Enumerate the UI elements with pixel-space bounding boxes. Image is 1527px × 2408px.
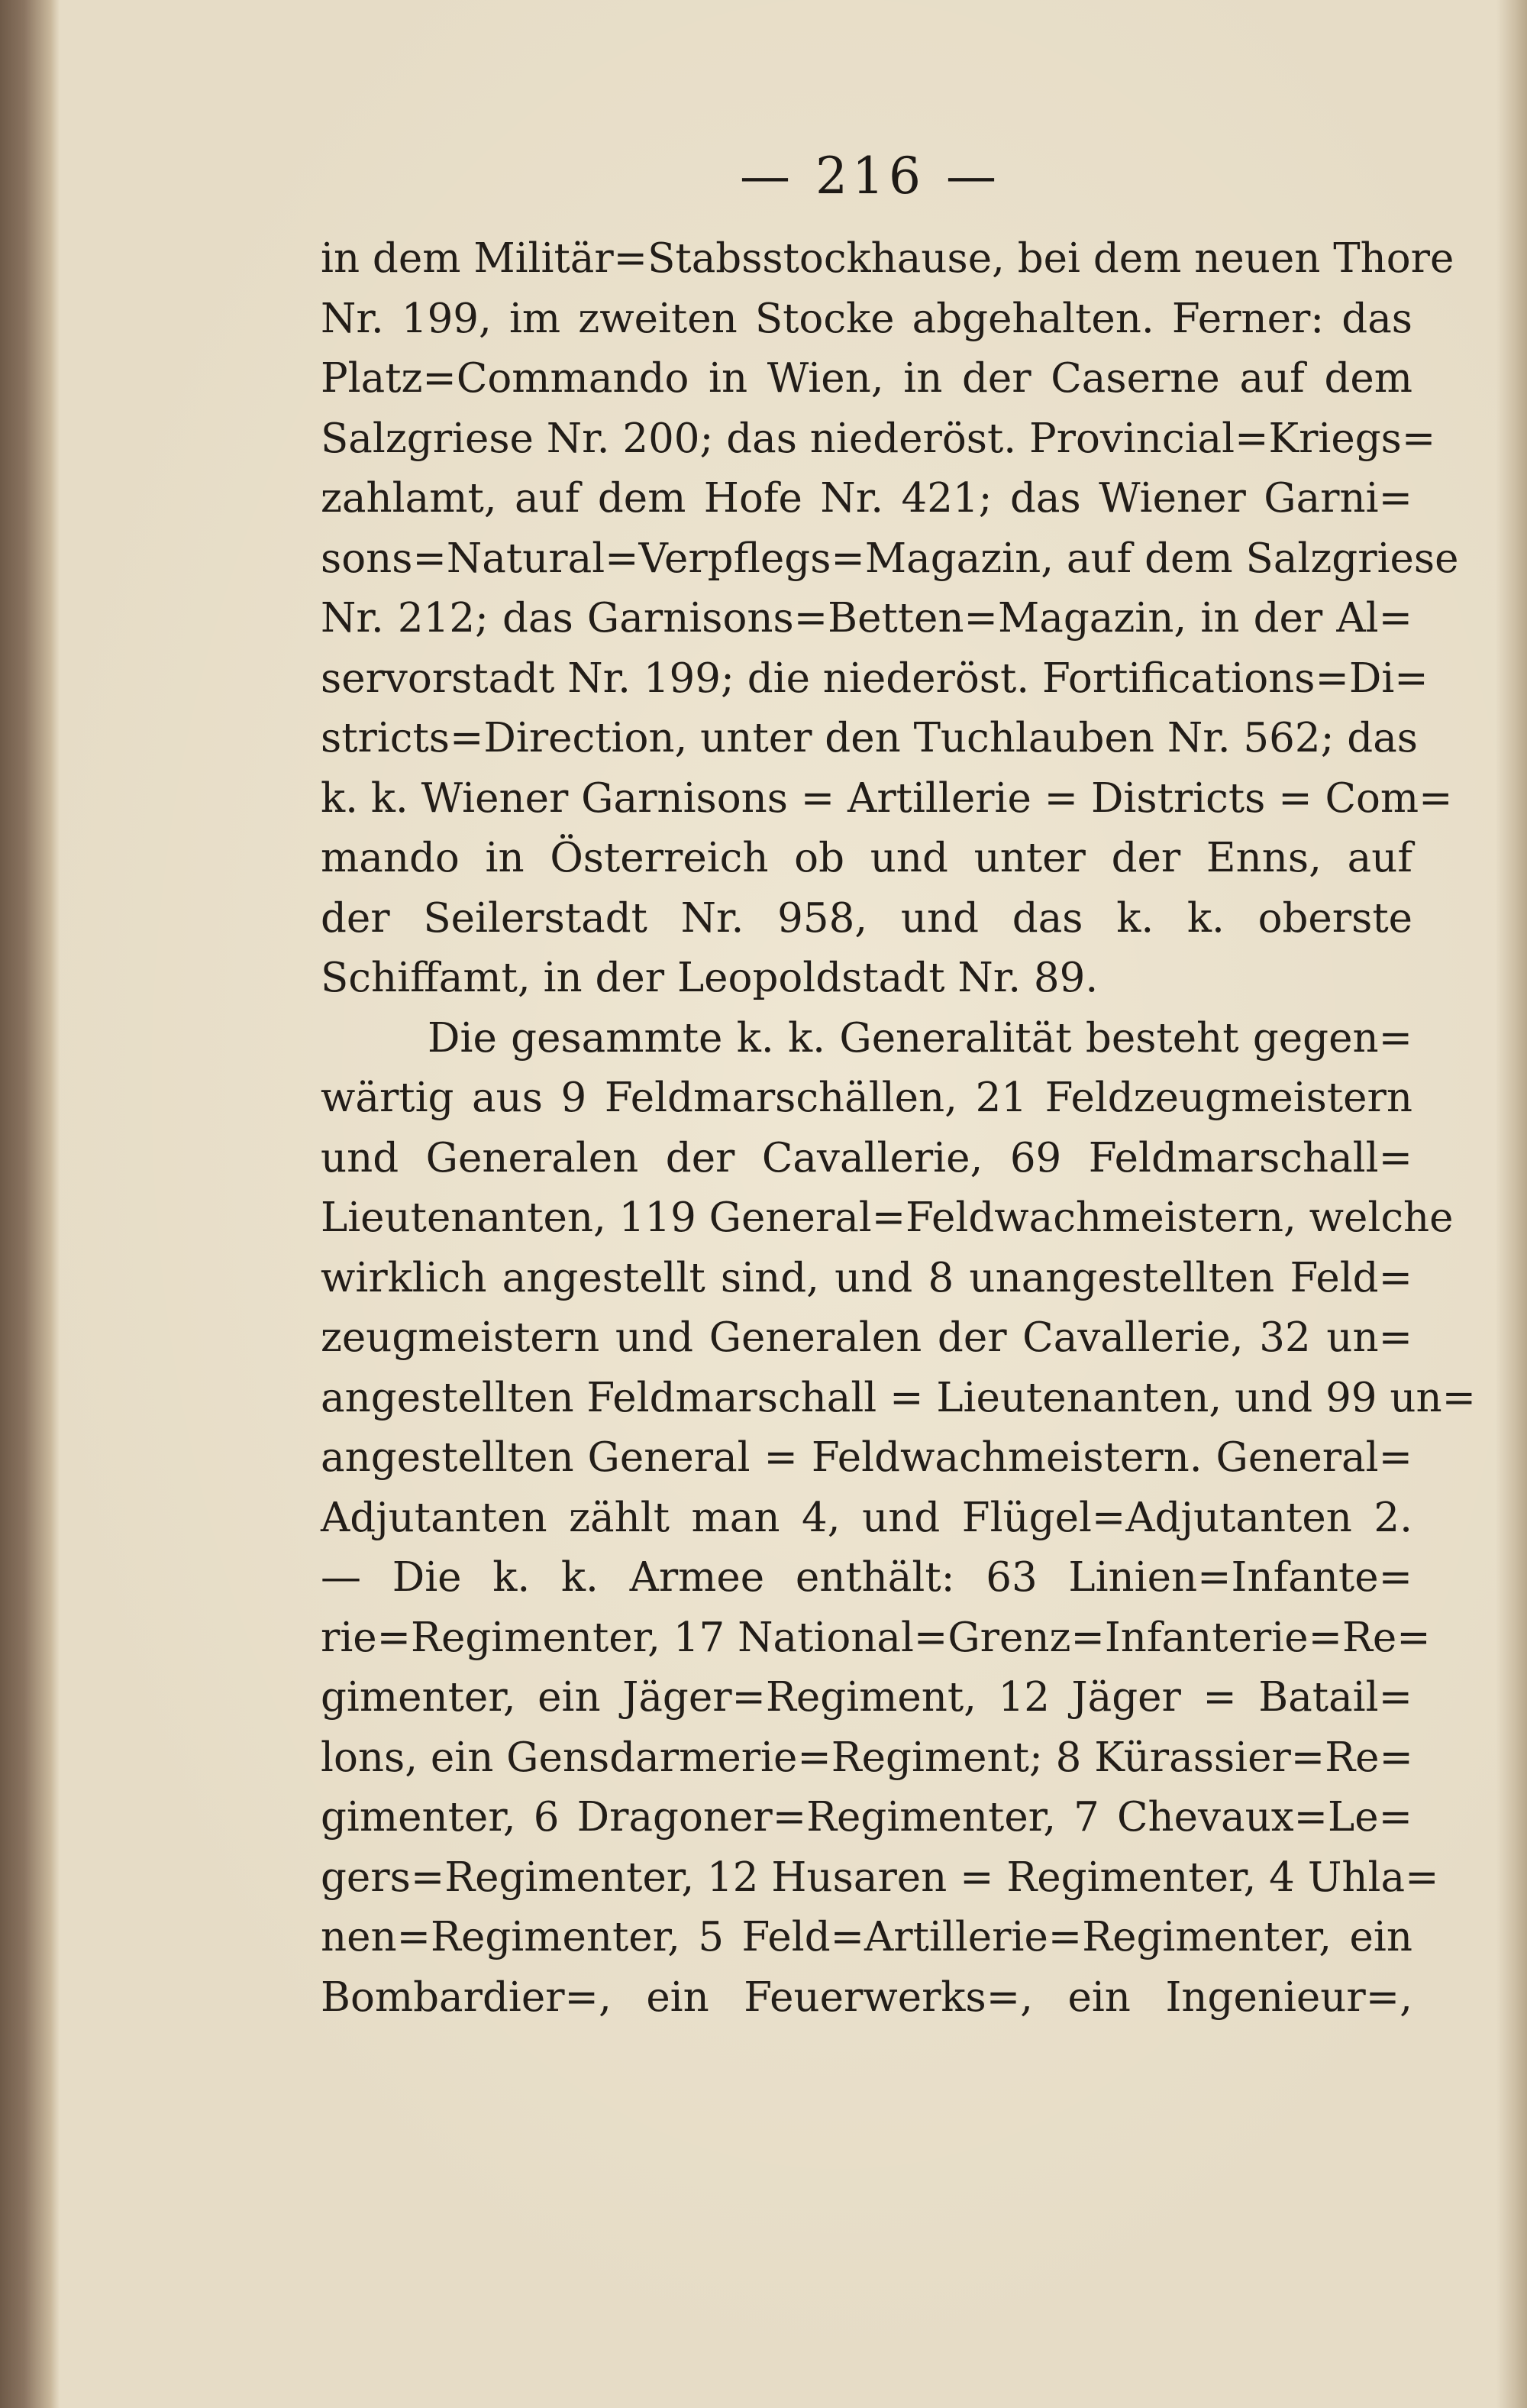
page-number: — 216 — xyxy=(740,147,1001,205)
text-line: zahlamt, auf dem Hofe Nr. 421; das Wiener Garni= xyxy=(321,475,1412,522)
text-line: wirklich angestellt sind, und 8 unangestellten Feld= xyxy=(321,1254,1412,1301)
text-line: Die gesammte k. k. Generalität besteht gegen= xyxy=(428,1014,1412,1062)
page-edge xyxy=(1496,0,1527,2408)
text-line: gers=Regimenter, 12 Husaren = Regimenter, 4 Uhla= xyxy=(321,1854,1439,1901)
text-line: Nr. 212; das Garnisons=Betten=Magazin, in der Al= xyxy=(321,595,1412,642)
text-line: gimenter, 6 Dragoner=Regimenter, 7 Chevaux=Le= xyxy=(321,1794,1412,1841)
text-line: lons, ein Gensdarmerie=Regiment; 8 Kürassier=Re= xyxy=(321,1734,1413,1781)
text-line: Adjutanten zählt man 4, und Flügel=Adjutanten 2. xyxy=(321,1494,1412,1541)
text-line: servorstadt Nr. 199; die niederöst. Fortifications=Di= xyxy=(321,655,1429,702)
text-line: Schiffamt, in der Leopoldstadt Nr. 89. xyxy=(321,955,1099,1001)
book-spine-shadow xyxy=(0,0,60,2408)
text-line: nen=Regimenter, 5 Feld=Artillerie=Regimenter, ein xyxy=(321,1914,1412,1960)
text-line: mando in Österreich ob und unter der Enns, auf xyxy=(321,835,1412,881)
text-line: angestellten General = Feldwachmeistern. General= xyxy=(321,1434,1412,1481)
text-line: Salzgriese Nr. 200; das niederöst. Provincial=Kriegs= xyxy=(321,415,1436,462)
text-line: Nr. 199, im zweiten Stocke abgehalten. Ferner: das xyxy=(321,295,1412,342)
page-body-text xyxy=(321,229,1477,2028)
text-line: Platz=Commando in Wien, in der Caserne auf dem xyxy=(321,355,1412,402)
text-line: stricts=Direction, unter den Tuchlauben Nr. 562; das xyxy=(321,715,1419,761)
text-line: angestellten Feldmarschall = Lieutenanten, und 99 un= xyxy=(321,1374,1477,1421)
text-line: Bombardier=, ein Feuerwerks=, ein Ingenieur=, xyxy=(321,1973,1412,2021)
text-line: in dem Militär=Stabsstockhause, bei dem neuen Thore xyxy=(321,235,1454,282)
text-line: und Generalen der Cavallerie, 69 Feldmarschall= xyxy=(321,1134,1412,1181)
text-line: sons=Natural=Verpflegs=Magazin, auf dem Salzgriese xyxy=(321,535,1459,582)
text-line: wärtig aus 9 Feldmarschällen, 21 Feldzeugmeistern xyxy=(321,1075,1412,1121)
text-line: k. k. Wiener Garnisons = Artillerie = Districts = Com= xyxy=(321,774,1453,822)
text-line: rie=Regimenter, 17 National=Grenz=Infanterie=Re= xyxy=(321,1614,1431,1661)
text-line: zeugmeistern und Generalen der Cavallerie, 32 un= xyxy=(321,1314,1412,1361)
text-line: der Seilerstadt Nr. 958, und das k. k. oberste xyxy=(321,894,1412,942)
text-line: Lieutenanten, 119 General=Feldwachmeistern, welche xyxy=(321,1194,1454,1241)
text-line: — Die k. k. Armee enthält: 63 Linien=Infante= xyxy=(321,1554,1412,1601)
text-line: gimenter, ein Jäger=Regiment, 12 Jäger = Batail= xyxy=(321,1674,1412,1721)
